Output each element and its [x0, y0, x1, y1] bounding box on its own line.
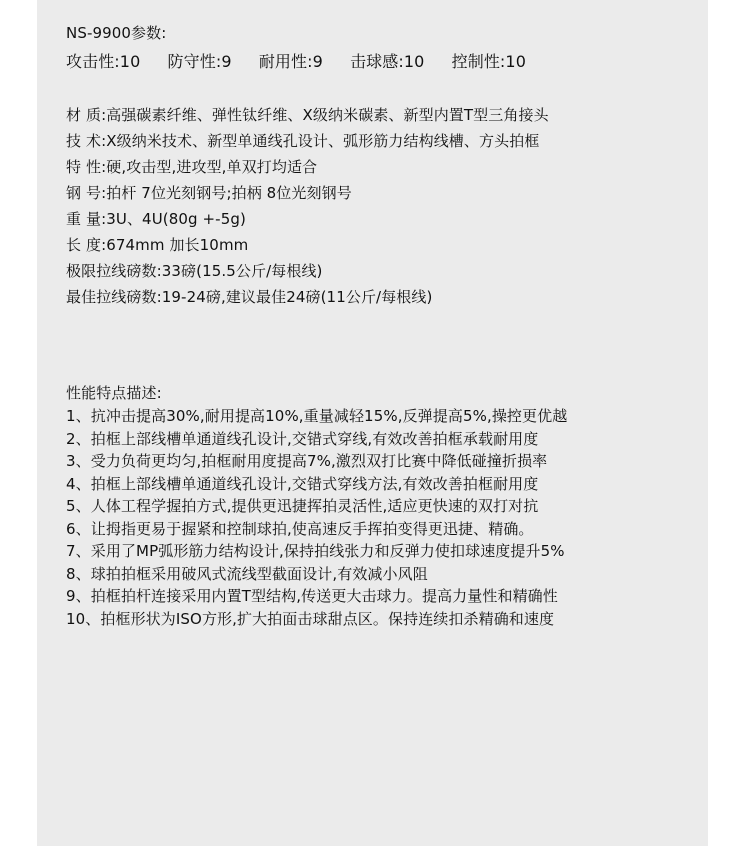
list-item: 4、拍框上部线槽单通道线孔设计,交错式穿线方法,有效改善拍框耐用度 [66, 474, 539, 493]
spec-value: 硬,攻击型,进攻型,单双打均适合 [106, 158, 318, 176]
spec-value: X级纳米技术、新型单通线孔设计、弧形筋力结构线槽、方头拍框 [106, 132, 540, 150]
content-panel [37, 0, 708, 846]
list-item: 3、受力负荷更均匀,拍框耐用度提高7%,激烈双打比赛中降低碰撞折损率 [66, 452, 548, 470]
rating-control: 控制性:10 [451, 52, 526, 71]
spec-value: 拍杆 7位光刻钢号;拍柄 8位光刻钢号 [106, 184, 352, 202]
spec-value: 3U、4U(80g +-5g) [106, 210, 246, 228]
spec-label: 极限拉线磅数: [66, 262, 162, 280]
list-item: 8、球拍拍框采用破风式流线型截面设计,有效减小风阻 [66, 564, 428, 583]
spec-length [66, 232, 706, 258]
list-item: 10、拍框形状为ISO方形,扩大拍面击球甜点区。保持连续扣杀精确和速度 [66, 609, 555, 628]
list-item: 2、拍框上部线槽单通道线孔设计,交错式穿线,有效改善拍框承载耐用度 [66, 429, 539, 448]
feature-list [66, 405, 706, 630]
list-item: 1、抗冲击提高30%,耐用提高10%,重量减轻15%,反弹提高5%,操控更优越 [66, 407, 568, 425]
list-item: 5、人体工程学握拍方式,提供更迅捷挥拍灵活性,适应更快速的双打对抗 [66, 497, 539, 515]
spec-value: 33磅(15.5公斤/每根线) [161, 262, 323, 280]
spec-list [66, 102, 706, 310]
spec-material [66, 102, 706, 128]
spec-label: 材 质: [66, 106, 107, 124]
spec-label: 特 性: [66, 158, 107, 176]
spec-max-tension [66, 258, 706, 284]
spec-document [66, 18, 706, 630]
spec-label: 技 术: [66, 132, 107, 150]
spec-technology [66, 128, 706, 154]
spec-serial [66, 180, 706, 206]
features-heading: 性能特点描述: [66, 384, 162, 402]
list-item: 7、采用了MP弧形筋力结构设计,保持拍线张力和反弹力使扣球速度提升5% [66, 542, 565, 560]
rating-defense: 防守性:9 [167, 52, 232, 71]
spec-value: 高强碳素纤维、弹性钛纤维、X级纳米碳素、新型内置T型三角接头 [106, 106, 549, 124]
spec-label: 长 度: [66, 236, 107, 254]
list-item: 6、让拇指更易于握紧和控制球拍,使高速反手挥拍变得更迅捷、精确。 [66, 519, 534, 538]
spec-label: 最佳拉线磅数: [66, 288, 162, 306]
spec-weight [66, 206, 706, 232]
rating-attack: 攻击性:10 [66, 52, 141, 71]
spec-value: 674mm 加长10mm [106, 236, 249, 254]
spec-characteristics [66, 154, 706, 180]
rating-durability: 耐用性:9 [258, 52, 323, 71]
ratings-row [66, 50, 706, 74]
list-item: 9、拍框拍杆连接采用内置T型结构,传送更大击球力。提高力量性和精确性 [66, 587, 558, 605]
spec-value: 19-24磅,建议最佳24磅(11公斤/每根线) [161, 288, 433, 306]
spec-best-tension [66, 284, 706, 310]
document-title: NS-9900参数: [66, 24, 167, 42]
spec-label: 钢 号: [66, 184, 107, 202]
spec-label: 重 量: [66, 210, 107, 228]
rating-feel: 击球感:10 [350, 52, 425, 71]
